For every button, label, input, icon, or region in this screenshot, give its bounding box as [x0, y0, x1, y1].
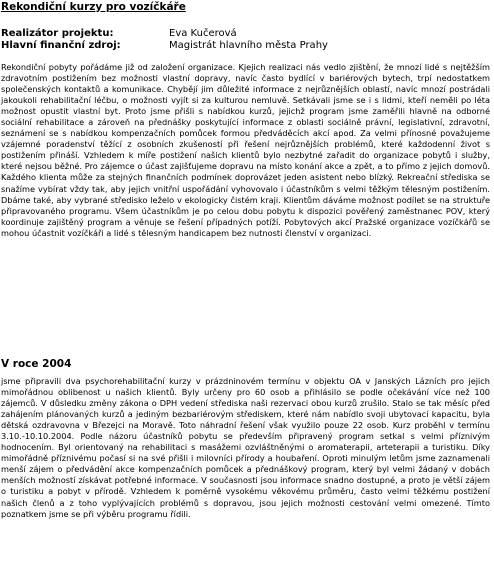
section-paragraph: jsme připravili dva psychorehabilitační kurzy v prázdninovém termínu v objektu OA v Janských Lázních pro jejich mimořádnou oblibenost u našich klientů. Byly určeny pro 60 osob a přihlásilo se podle očekávání více než 100 zájemců. V důsledku změny zákona o DPH vedení střediska naši rezervaci obou kurzů zrušilo. Stalo se tak měsíc před zahájením plánovaných kurzů a jediným bezbariérovým střediskem, které nám nabídlo svoji ubytovací kapacitu, byla dětská ozdravovna v Březejci na Moravě. Toto náhradní řešení však využilo pouze 22 osob. Kurz proběhl v termínu 3.10.-10.10.2004. Podle názoru účastníků pobytu se především připravený program setkal s velmi příznivým hodnocením. Byl orientovaný na rehabilitaci s masážemi ozvláštněnými o aromaterapii, arteterapii a turistiku. Díky mimořádně příznivému počasí si na své přišli i milovníci přírody a houbaření. Oproti minulým letům jsme zaznamenali menší zájem o předvádění akce kompenzačních pomůcek a přednáškový program, který byl velmi žádaný v dobách menších možností získávat potřebné informace. V současnosti jsou informace snadno dostupné, a proto je větší zájem o turistiku a pobyt v přírodě. Vzhledem k poměrně vysokému věkovému průměru, často velmi těžkému postižení našich členů a z toho vyplývajících problémů s dopravou, jsou jejich možnosti cestování velmi omezené. Tímto poznatkem jsme se při výběru programu řídili.: [1, 376, 490, 519]
section-heading: V roce 2004: [1, 358, 72, 370]
funding-value: Magistrát hlavního města Prahy: [169, 40, 328, 51]
document-title: Rekondiční kurzy pro vozíčkáře: [1, 1, 186, 13]
funding-row: [1, 40, 328, 52]
intro-paragraph: Rekondiční pobyty pořádáme již od založení organizace. Kjejich realizaci nás vedlo zjištění, že mnozí lidé s nejtěžším zdravotním postižením bez možnosti vlastní dopravy, navíc často bydlící v bariérových bytech, trpí nedostatkem společenských kontaktů a komunikace. Chybějí jim důležité informace z nejrůznějších oblastí, navíc mnozí postrádali jakoukoli rehabilitační léčbu, o možnosti vyjít si za kulturou nemluvě. Setkávali jsme se i s lidmi, kteří neměli po léta možnost opustit vlastní byt. Proto jsme přišli s nabídkou kurzů, jejichž program jsme zaměřili hlavně na odborné sociální rehabilitace a zároveň na přednášky poskytující informace z oblasti sociálně právní, legislativní, zdravotní, seznámení se s nabídkou kompenzačních pomůcek formou předváděcích akcí apod. Za velmi přínosné považujeme vzájemné poradenství těžící z osobních zkušeností při řešení nejrůznějších problémů, které každodenní život s postižením přináší. Vzhledem k míře postižení našich klientů bylo nezbytné zařadit do organizace pobytů i služby, které nejsou běžné. Pro zájemce o účast zajišťujeme dopravu na místo konání akce a zpět, a to přímo z jejich domovů. Každého klienta může za stejných finančních podmínek doprovázet jeden asistent nebo blízký. Rekreační střediska se snažíme vybírat vždy tak, aby jejich vnitřní uspořádání vyhovovalo i účastníkům s velmi těžkým tělesným postižením. Dbáme také, aby vybrané středisko leželo v ekologicky čistém kraji. Klientům dáváme možnost podílet se na struktuře připravovaného programu. Všem účastníkům je po celou dobu pobytu k dispozici pověřený zaměstnanec POV, který koordinuje zajištěný program a věnuje se řešení případných potíží. Pobytových akcí Pražské organizace vozíčkářů se mohou účastnit vozíčkáři a lidé s tělesným handicapem bez nutnosti členství v organizaci.: [1, 62, 490, 238]
funding-label: Hlavní finanční zdroj:: [1, 40, 121, 51]
realizer-value: Eva Kučerová: [169, 28, 237, 39]
realizer-row: [1, 28, 237, 40]
realizer-label: Realizátor projektu:: [1, 28, 114, 39]
